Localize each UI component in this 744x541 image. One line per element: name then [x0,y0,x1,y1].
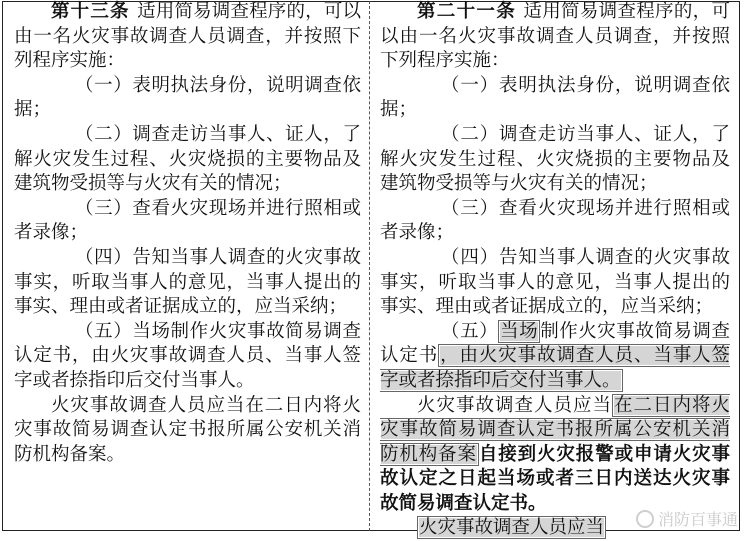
left-item-1: （一）表明执法身份，说明调查依据； [14,74,361,121]
right-item-5: （五） 当场 制作火灾事故简易调查认定书 ，由火灾事故调查人员、当事人签字或者捺指印后交付当事人。 [380,320,730,391]
left-closing: 火灾事故调查人员应当在二日内将火灾事故简易调查认定书报所属公安机关消防机构备案。 [14,394,361,465]
left-item-3: （三）查看火灾现场并进行照相或者录像； [14,197,361,244]
left-item-4: （四）告知当事人调查的火灾事故事实，听取当事人的意见，当事人提出的事实、理由或者证据成立的，应当采纳； [14,246,361,318]
left-article-number: 第十三条 [51,1,130,22]
left-column [14,0,361,467]
right-item-2: （二）调查走访当事人、证人，了解火灾发生过程、火灾烧损的主要物品及建筑物受损等与火灾有关的情况； [380,123,730,195]
wechat-icon [636,510,654,528]
right-article-number: 第二十一条 [417,1,517,22]
highlight-filing: 在二日内将火灾事故简易调查认定书报所属公安机关消防机构备案 [380,394,730,465]
highlight-signing: ，由火灾事故调查人员、当事人签字或者捺指印后交付当事人。 [380,345,730,391]
right-closing: 火灾事故调查人员应当 在二日内将火灾事故简易调查认定书报所属公安机关消防机构备案 自接到火灾报警或申请火灾事故认定之日起当场或者三日内送达火灾事故简易调查认定书。 [380,394,730,514]
right-item-3: （三）查看火灾现场并进行照相或者录像； [380,197,730,244]
right-item-1: （一）表明执法身份，说明调查依据； [380,74,730,121]
highlight-last-line: 火灾事故调查人员应当 [419,517,605,539]
new-delivery-clause: 自接到火灾报警或申请火灾事故认定之日起当场或者三日内送达火灾事故简易调查认定书。 [380,443,730,514]
left-article-intro: 第十三条 适用简易调查程序的，可以由一名火灾事故调查人员调查，并按照下列程序实施： [14,1,361,72]
right-article-intro: 第二十一条 适用简易调查程序的，可以由一名火灾事故调查人员调查，并按照下列程序实施： [380,1,730,72]
left-item-2: （二）调查走访当事人、证人，了解火灾发生过程、火灾烧损的主要物品及建筑物受损等与火灾有关的情况； [14,123,361,195]
right-column [380,0,730,541]
watermark-text: 消防百事通 [657,510,738,529]
right-item-4: （四）告知当事人调查的火灾事故事实，听取当事人的意见，当事人提出的事实、理由或者证据成立的，应当采纳； [380,246,730,318]
watermark [636,507,738,530]
highlight-on-the-spot: 当场 [500,320,539,342]
left-item-5: （五）当场制作火灾事故简易调查认定书，由火灾事故调查人员、当事人签字或者捺指印后交付当事人。 [14,320,361,391]
column-divider [369,1,370,531]
